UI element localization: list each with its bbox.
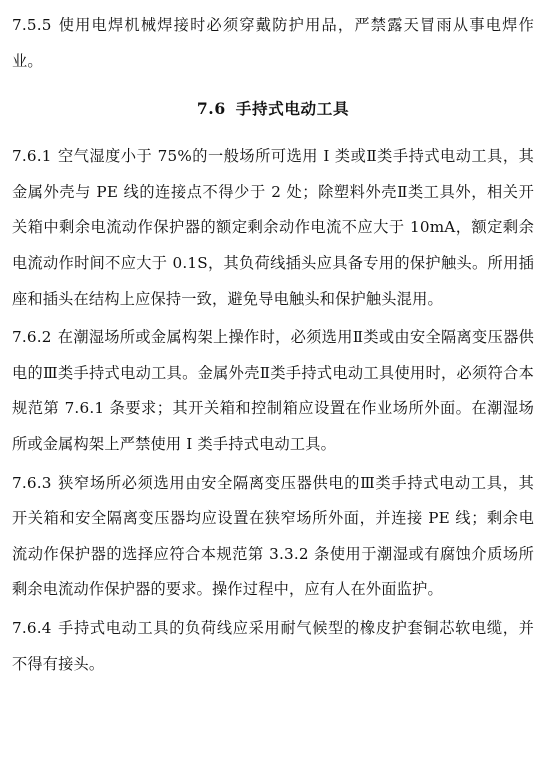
- clause-number: 7.6.3: [12, 473, 52, 492]
- clause-number: 7.5.5: [12, 16, 52, 34]
- clause-number: 7.6.1: [12, 147, 52, 166]
- clause-text: 使用电焊机械焊接时必须穿戴防护用品，严禁露天冒雨从事电焊作业。: [12, 16, 534, 70]
- clause-number: 7.6.4: [12, 618, 52, 637]
- clause-text: 手持式电动工具的负荷线应采用耐气候型的橡皮护套铜芯软电缆，并不得有接头。: [12, 618, 534, 673]
- clause-7-6-1: [12, 139, 534, 317]
- section-title: 手持式电动工具: [235, 99, 350, 119]
- clause-text: 狭窄场所必须选用由安全隔离变压器供电的Ⅲ类手持式电动工具，其开关箱和安全隔离变压器均应设置在狭窄场所外面，并连接 PE 线；剩余电流动作保护器的选择应符合本规范第 3.3.2 条使用于潮湿或有腐蚀介质场所剩余电流动作保护器的要求。操作过程中，应有人在外面监护。: [12, 473, 534, 599]
- section-heading: [12, 93, 534, 125]
- clause-number: 7.6.2: [12, 328, 52, 347]
- clause-text: 在潮湿场所或金属构架上操作时，必须选用Ⅱ类或由安全隔离变压器供电的Ⅲ类手持式电动工具。金属外壳Ⅱ类手持式电动工具使用时，必须符合本规范第 7.6.1 条要求；其开关箱和控制箱应设置在作业场所外面。在潮湿场所或金属构架上严禁使用 I 类手持式电动工具。: [12, 328, 534, 453]
- clause-7-6-2: [12, 320, 534, 462]
- clause-7-6-4: [12, 611, 534, 682]
- clause-text: 空气湿度小于 75%的一般场所可选用 I 类或Ⅱ类手持式电动工具，其金属外壳与 PE 线的连接点不得少于 2 处；除塑料外壳Ⅱ类工具外，相关开关箱中剩余电流动作保护器的额定剩余动作电流不应大于 10mA，额定剩余电流动作时间不应大于 0.1S，其负荷线插头应具备专用的保护触头。所用插座和插头在结构上应保持一致，避免导电触头和保护触头混用。: [12, 147, 534, 308]
- clause-7-6-3: [12, 466, 534, 608]
- section-number: 7.6: [196, 99, 226, 119]
- clause-7-5-5: [12, 8, 534, 79]
